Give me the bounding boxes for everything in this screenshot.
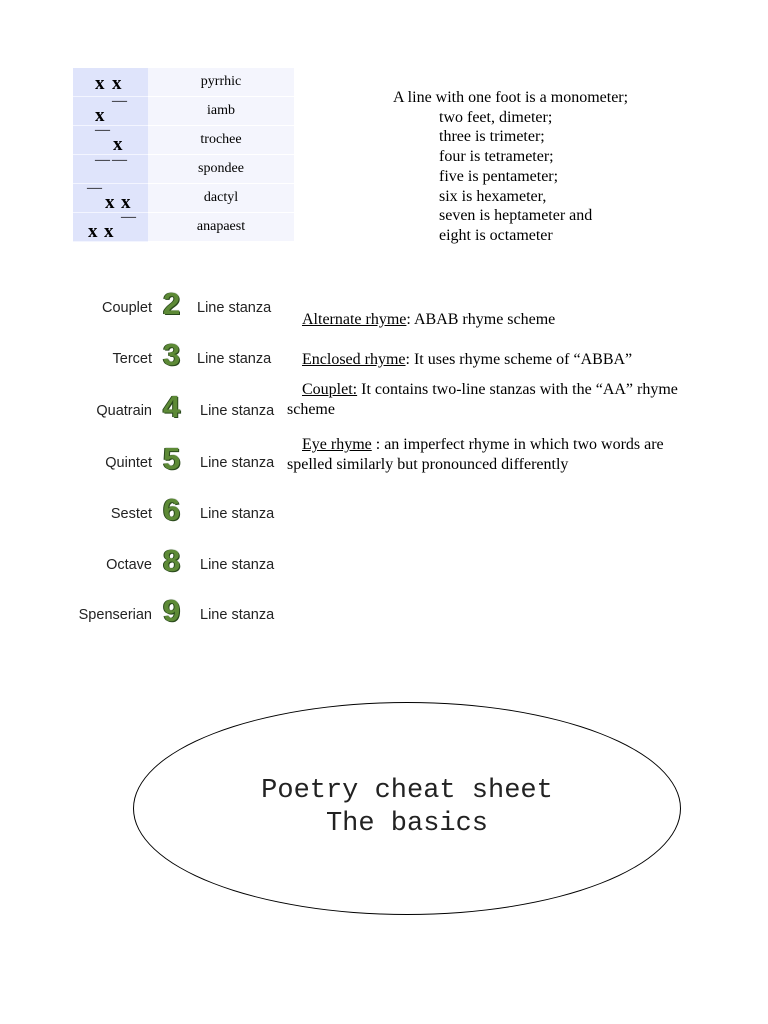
meter-line: four is tetrameter; — [439, 148, 554, 166]
rhyme-term: Couplet: — [302, 381, 358, 398]
foot-row-trochee — [73, 122, 294, 155]
foot-row-anapaest — [73, 209, 294, 242]
stanza-number: 5 — [163, 441, 181, 476]
stanza-label: Line stanza — [200, 403, 275, 419]
stanza-name: Couplet — [102, 300, 152, 316]
stanza-row-tercet — [60, 337, 290, 387]
stanza-number: 3 — [163, 337, 181, 372]
stanza-label: Line stanza — [200, 557, 275, 573]
rhyme-definitions — [287, 310, 697, 475]
stanza-label: Line stanza — [200, 455, 275, 471]
meter-line: six is hexameter, — [439, 187, 547, 205]
foot-symbol: — x x — [73, 184, 148, 213]
title-line-1: Poetry cheat sheet — [261, 776, 553, 806]
meter-line: five is pentameter; — [439, 167, 559, 185]
foot-row-spondee — [73, 152, 294, 184]
rhyme-def-couplet — [287, 380, 697, 420]
stanza-row-spenserian — [60, 593, 290, 643]
stanza-name: Tercet — [112, 351, 152, 367]
stanza-label: Line stanza — [197, 351, 272, 367]
stanza-label: Line stanza — [200, 506, 275, 522]
rhyme-term: Enclosed rhyme — [302, 351, 406, 368]
rhyme-text: It contains two-line stanzas with the “AA” rhyme scheme — [287, 381, 678, 418]
stanza-row-couplet — [60, 286, 290, 336]
title-line-2: The basics — [325, 809, 489, 839]
page-title — [133, 775, 681, 841]
rhyme-def-alternate — [287, 310, 697, 330]
meter-line: eight is octameter — [439, 226, 553, 244]
meter-definitions — [393, 88, 628, 246]
foot-name: anapaest — [148, 213, 294, 242]
stanza-row-sestet — [60, 492, 290, 542]
foot-row-pyrrhic — [73, 68, 294, 97]
metrical-feet-table — [73, 68, 294, 242]
stanza-name: Spenserian — [78, 607, 152, 623]
stanza-number: 2 — [163, 286, 181, 321]
stanza-name: Quatrain — [96, 403, 152, 419]
meter-line: three is trimeter; — [439, 128, 545, 146]
meter-line: A line with one foot is a monometer; — [393, 89, 629, 106]
foot-name: spondee — [148, 155, 294, 184]
rhyme-text: : ABAB rhyme scheme — [406, 311, 556, 328]
stanza-name: Quintet — [105, 455, 152, 471]
foot-name: dactyl — [148, 184, 294, 213]
rhyme-text: : It uses rhyme scheme of “ABBA” — [405, 351, 633, 368]
stanza-number: 9 — [163, 593, 181, 628]
rhyme-text: : an imperfect rhyme in which two words are spelled similarly but pronounced differently — [287, 436, 664, 473]
stanza-number: 4 — [163, 389, 181, 424]
meter-line: two feet, dimeter; — [439, 108, 553, 126]
stanza-name: Sestet — [110, 506, 152, 522]
stanza-number: 6 — [163, 492, 181, 527]
rhyme-term: Alternate rhyme — [302, 311, 407, 328]
rhyme-def-enclosed — [287, 350, 697, 370]
stanza-number: 8 — [163, 543, 181, 578]
stanza-label: Line stanza — [197, 300, 272, 316]
rhyme-term: Eye rhyme — [302, 436, 372, 453]
stanza-row-octave — [60, 543, 290, 593]
stanza-row-quatrain — [60, 389, 290, 439]
foot-symbol: — — — [73, 155, 148, 184]
foot-name: pyrrhic — [148, 68, 294, 97]
foot-name: trochee — [148, 126, 294, 155]
stanza-name: Octave — [106, 557, 152, 573]
foot-symbol: x x — [73, 68, 148, 97]
rhyme-def-eye — [287, 435, 697, 475]
foot-symbol: x — — [73, 97, 148, 126]
foot-symbol: — x — [73, 126, 148, 155]
foot-row-dactyl — [73, 180, 294, 213]
stanza-row-quintet — [60, 441, 290, 491]
stanza-label: Line stanza — [200, 607, 275, 623]
foot-symbol: x x — — [73, 213, 148, 242]
meter-line: seven is heptameter and — [439, 207, 593, 225]
foot-name: iamb — [148, 97, 294, 126]
